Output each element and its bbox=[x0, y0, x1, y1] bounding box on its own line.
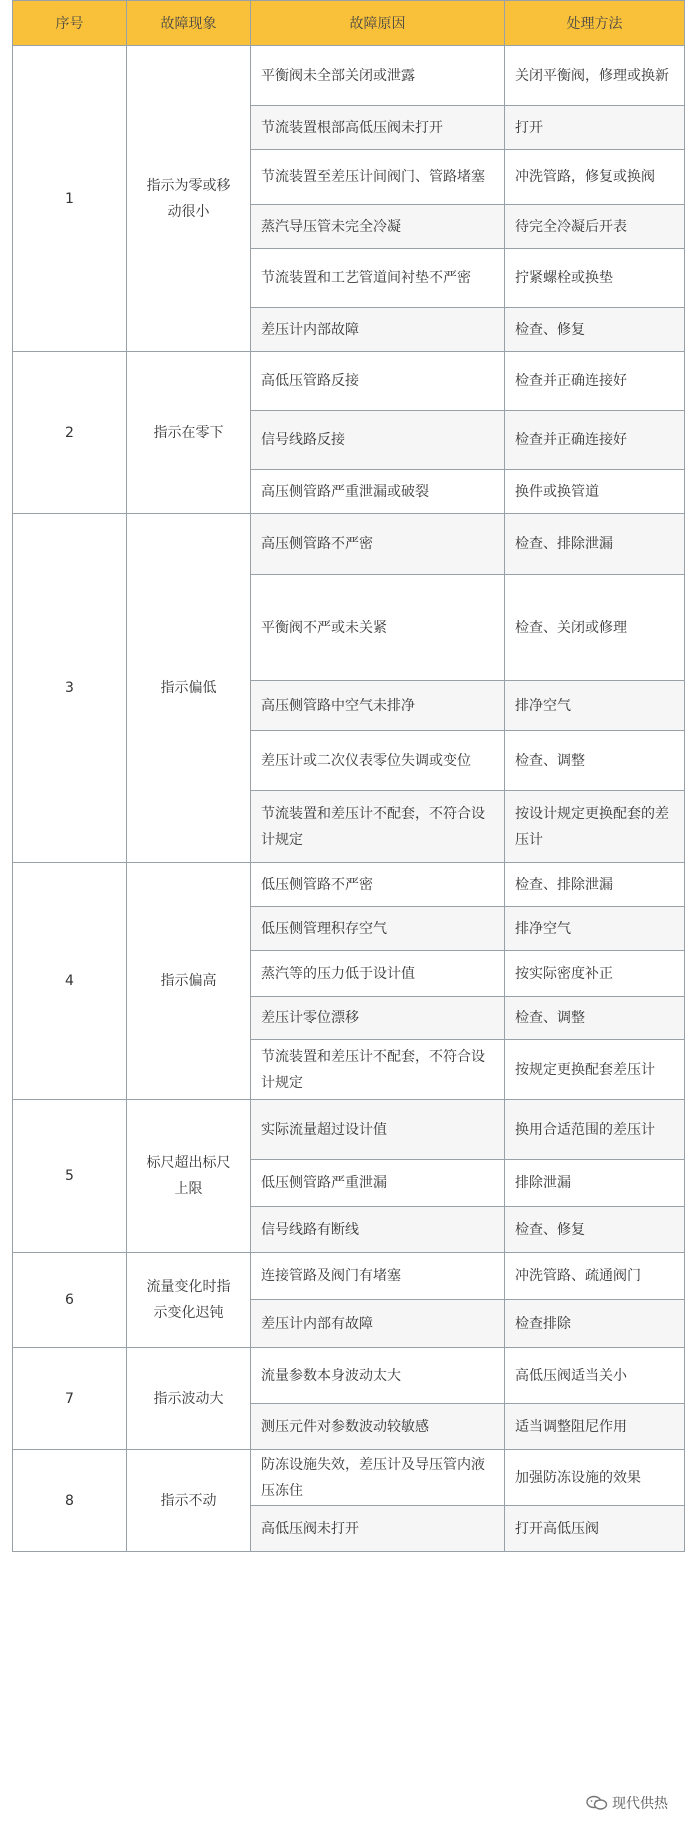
fix-cell: 打开高低压阀 bbox=[505, 1506, 685, 1552]
cause-cell: 蒸汽等的压力低于设计值 bbox=[251, 951, 505, 997]
fix-cell: 换件或换管道 bbox=[505, 470, 685, 514]
header-no: 序号 bbox=[13, 1, 127, 46]
wechat-icon bbox=[586, 1795, 608, 1811]
cause-cell: 高压侧管路不严密 bbox=[251, 514, 505, 575]
cause-cell: 差压计内部有故障 bbox=[251, 1300, 505, 1348]
table-row bbox=[13, 1450, 685, 1506]
table-row bbox=[13, 863, 685, 907]
cause-cell: 高压侧管路中空气未排净 bbox=[251, 681, 505, 731]
cause-cell: 节流装置和工艺管道间衬垫不严密 bbox=[251, 249, 505, 308]
symptom-cell: 指示偏低 bbox=[127, 514, 251, 863]
cause-cell: 低压侧管理积存空气 bbox=[251, 907, 505, 951]
row-number: 1 bbox=[13, 46, 127, 352]
fix-cell: 待完全冷凝后开表 bbox=[505, 205, 685, 249]
cause-cell: 连接管路及阀门有堵塞 bbox=[251, 1253, 505, 1300]
fix-cell: 打开 bbox=[505, 106, 685, 150]
watermark bbox=[586, 1793, 668, 1813]
fix-cell: 按设计规定更换配套的差压计 bbox=[505, 791, 685, 863]
symptom-cell: 指示偏高 bbox=[127, 863, 251, 1100]
fix-cell: 检查、调整 bbox=[505, 731, 685, 791]
cause-cell: 节流装置和差压计不配套，不符合设计规定 bbox=[251, 791, 505, 863]
row-number: 6 bbox=[13, 1253, 127, 1348]
fix-cell: 检查、调整 bbox=[505, 997, 685, 1040]
fix-cell: 冲洗管路，修复或换阀 bbox=[505, 150, 685, 205]
fix-cell: 拧紧螺栓或换垫 bbox=[505, 249, 685, 308]
table-row bbox=[13, 1348, 685, 1404]
cause-cell: 差压计内部故障 bbox=[251, 308, 505, 352]
symptom-cell: 指示不动 bbox=[127, 1450, 251, 1552]
fix-cell: 检查、关闭或修理 bbox=[505, 575, 685, 681]
header-cause: 故障原因 bbox=[251, 1, 505, 46]
row-number: 2 bbox=[13, 352, 127, 514]
cause-cell: 节流装置至差压计间阀门、管路堵塞 bbox=[251, 150, 505, 205]
table-row bbox=[13, 1100, 685, 1160]
cause-cell: 低压侧管路严重泄漏 bbox=[251, 1160, 505, 1207]
cause-cell: 平衡阀不严或未关紧 bbox=[251, 575, 505, 681]
fix-cell: 检查、排除泄漏 bbox=[505, 514, 685, 575]
fix-cell: 检查排除 bbox=[505, 1300, 685, 1348]
row-number: 5 bbox=[13, 1100, 127, 1253]
table-row bbox=[13, 352, 685, 411]
table-row bbox=[13, 514, 685, 575]
table-row bbox=[13, 1253, 685, 1300]
header-symptom: 故障现象 bbox=[127, 1, 251, 46]
row-number: 4 bbox=[13, 863, 127, 1100]
cause-cell: 蒸汽导压管未完全冷凝 bbox=[251, 205, 505, 249]
fix-cell: 加强防冻设施的效果 bbox=[505, 1450, 685, 1506]
symptom-cell: 流量变化时指示变化迟钝 bbox=[127, 1253, 251, 1348]
fix-cell: 适当调整阻尼作用 bbox=[505, 1404, 685, 1450]
row-number: 8 bbox=[13, 1450, 127, 1552]
fix-cell: 高低压阀适当关小 bbox=[505, 1348, 685, 1404]
header-fix: 处理方法 bbox=[505, 1, 685, 46]
cause-cell: 平衡阀未全部关闭或泄露 bbox=[251, 46, 505, 106]
cause-cell: 信号线路反接 bbox=[251, 411, 505, 470]
cause-cell: 低压侧管路不严密 bbox=[251, 863, 505, 907]
row-number: 7 bbox=[13, 1348, 127, 1450]
fix-cell: 关闭平衡阀，修理或换新 bbox=[505, 46, 685, 106]
row-number: 3 bbox=[13, 514, 127, 863]
cause-cell: 实际流量超过设计值 bbox=[251, 1100, 505, 1160]
fix-cell: 检查、修复 bbox=[505, 1207, 685, 1253]
fix-cell: 检查、修复 bbox=[505, 308, 685, 352]
fix-cell: 按实际密度补正 bbox=[505, 951, 685, 997]
cause-cell: 高压侧管路严重泄漏或破裂 bbox=[251, 470, 505, 514]
cause-cell: 流量参数本身波动太大 bbox=[251, 1348, 505, 1404]
fix-cell: 排净空气 bbox=[505, 681, 685, 731]
fix-cell: 换用合适范围的差压计 bbox=[505, 1100, 685, 1160]
fix-cell: 排净空气 bbox=[505, 907, 685, 951]
symptom-cell: 指示波动大 bbox=[127, 1348, 251, 1450]
cause-cell: 差压计零位漂移 bbox=[251, 997, 505, 1040]
watermark-text: 现代供热 bbox=[612, 1793, 668, 1813]
cause-cell: 防冻设施失效，差压计及导压管内液压冻住 bbox=[251, 1450, 505, 1506]
fix-cell: 排除泄漏 bbox=[505, 1160, 685, 1207]
symptom-cell: 指示在零下 bbox=[127, 352, 251, 514]
cause-cell: 节流装置和差压计不配套，不符合设计规定 bbox=[251, 1040, 505, 1100]
fix-cell: 冲洗管路、疏通阀门 bbox=[505, 1253, 685, 1300]
fault-table bbox=[12, 0, 685, 1552]
fix-cell: 检查并正确连接好 bbox=[505, 411, 685, 470]
cause-cell: 节流装置根部高低压阀未打开 bbox=[251, 106, 505, 150]
header-row bbox=[13, 1, 685, 46]
cause-cell: 差压计或二次仪表零位失调或变位 bbox=[251, 731, 505, 791]
symptom-cell: 标尺超出标尺上限 bbox=[127, 1100, 251, 1253]
fix-cell: 按规定更换配套差压计 bbox=[505, 1040, 685, 1100]
fix-cell: 检查并正确连接好 bbox=[505, 352, 685, 411]
symptom-cell: 指示为零或移动很小 bbox=[127, 46, 251, 352]
cause-cell: 信号线路有断线 bbox=[251, 1207, 505, 1253]
table-row bbox=[13, 46, 685, 106]
cause-cell: 高低压管路反接 bbox=[251, 352, 505, 411]
fix-cell: 检查、排除泄漏 bbox=[505, 863, 685, 907]
cause-cell: 高低压阀未打开 bbox=[251, 1506, 505, 1552]
cause-cell: 测压元件对参数波动较敏感 bbox=[251, 1404, 505, 1450]
